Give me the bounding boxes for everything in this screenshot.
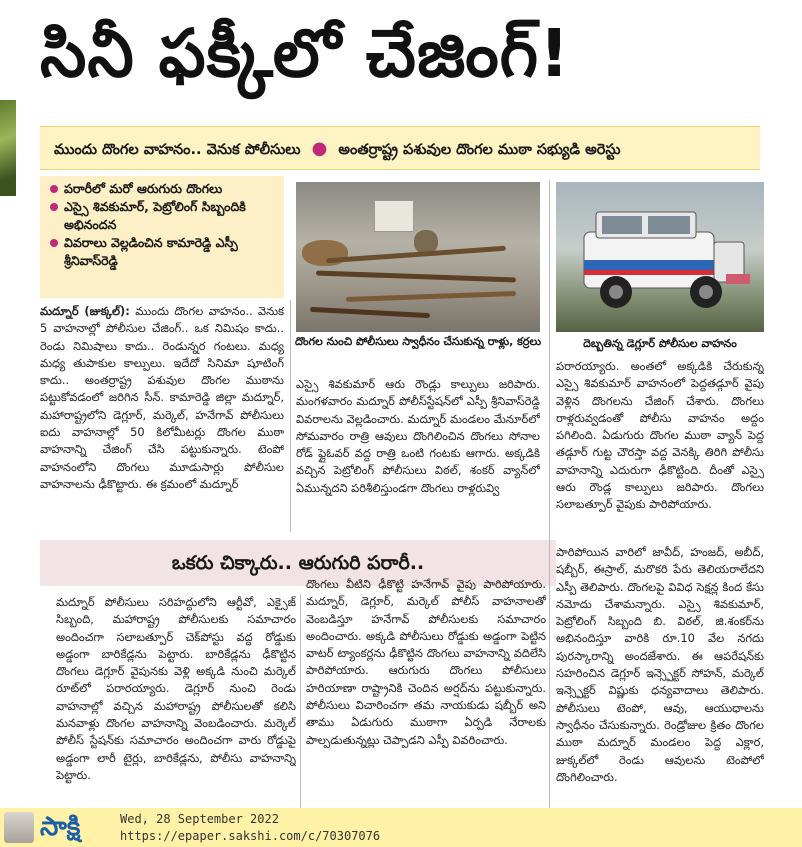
lead-paragraph [40,303,284,531]
section2-column2-text: దొంగలు వీటిని ఢీకొట్టి హనేగావ్ వైపు పారిపోయారు. మద్నూర్, డెగ్లూర్, మర్కెల్ పోలీస్ వాహనాలతో వెంబడిస్తూ హనేగావ్ పోలీసులకు సమాచారం అందించారు. అక్కడి పోలీసులు రోడ్డుకు అడ్డంగా పెట్టిన వాటర్ ట్యాంకర్లను ఢీకొట్టిన దొంగలు వాహనాన్ని వదిలేసి పారిపోయారు. ఆరుగురు దొంగలు పోలీసులు హరియాణా రాష్ట్రానికి చెందిన అర్షద్‌ను పట్టుకున్నారు. పోలీసులు విచారించగా తమ నాయకుడు షబ్బీర్ అని తాము ఏడుగురు ముఠాగా ఏర్పడి నేరాలకు పాల్పడుతున్నట్లు చెప్పాడని ఎస్పీ వివరించారు. [306,577,546,747]
photo-damaged-vehicle [556,182,764,332]
subheadline-part1: ముందు దొంగల వాహనం.. వెనుక పోలీసులు [54,142,301,158]
section2-column3-text: పారిపోయిన వారిలో జావీద్, హంజద్, అబీద్, షబ్బీర్, ఈస్రాల్, మరొకరి పేరు తెలియరాలేదని ఎస్పీ తెలిపారు. దొంగలపై వివిధ సెక్షన్ల కింద కేసు నమోదు చేశామన్నారు. ఎస్సై శివకుమార్, పెట్రోలింగ్ సిబ్బంది బి. విఠల్, జి.శంకర్‌ను అభినందిస్తూ వారికి రూ.10 వేల నగదు పురస్కారాన్ని అందజేశారు. ఈ ఆపరేషన్‌కు సహరించిన డెగ్లూర్ ఇన్స్పెక్టర్ సోహన్, మర్కెల్ ఇన్స్పెక్టర్ విష్ణుకు ధన్యవాదాలు తెలిపారు. పోలీసులు టెంపో, ఆవు, ఆయుధాలను స్వాధీనం చేసుకున్నారు. రెండ్రోజుల క్రితం దొంగల ముఠా మద్నూర్ మండలం పెద్ద ఎక్లార, జుక్కల్‌లో రెండు ఆవులను టెంపోలో దొంగిలించారు. [556,545,764,784]
bullet-icon: ● [311,138,328,159]
sakshi-logo: సాక్షి [40,812,81,842]
footer-bar [0,808,802,847]
highlight-item: వివరాలు వెల్లడించిన కామారెడ్డి ఎస్పీ శ్రీనివాస్‌రెడ్డి [48,234,276,270]
epaper-link[interactable]: https://epaper.sakshi.com/c/70307076 [120,829,381,843]
column-divider [549,180,550,808]
subheadline-bar [40,126,760,170]
photo2-caption: దెబ్బతిన్న డెగ్లూర్ పోలీసుల వాహనం [583,337,737,350]
dateline: మద్నూర్ (జుక్కల్): [40,304,130,318]
section2-title: ఒకరు చిక్కారు.. ఆరుగురి పరారీ.. [171,552,425,574]
highlight-item: పరారీలో మరో ఆరుగురు దొంగలు [48,180,276,198]
subheadline-part2: అంతర్రాష్ట్ర పశువుల దొంగల ముఠా సభ్యుడి అరెస్టు [338,142,621,158]
adjacent-article-strip [0,100,18,820]
photo-seized-items [296,182,540,332]
edition-date: Wed, 28 September 2022 [120,812,279,826]
lead-text: ముందు దొంగల వాహనం.. వెనుక 5 వాహనాల్లో పోలీసుల చేజింగ్.. ఒక నిమిషం కాదు.. రెండు నిమిషాలు కాదు.. రెండున్నర గంటలు. మధ్య మధ్య తుపాకుల కాల్పులు. ఇదేదో సినిమా షూటింగ్ కాదు.. అంతర్రాష్ట్ర పశువుల దొంగల ముఠాను పట్టుకోవడంలో జరిగిన సీన్. కామారెడ్డి జిల్లా మద్నూర్, మహారాష్ట్రలోని డెగ్లూర్, మర్కెల్, హనేగావ్ పోలీసులు ఐదు వాహనాల్లో 50 కిలోమీటర్లు దొంగల ముఠా వాహనాన్ని చేజింగ్ చేసి పట్టుకున్నారు. టెంపో వాహనంలోని దొంగలు మూడుసార్లు పోలీసుల వాహనాలను ఢీకొట్టారు. ఈ క్రమంలో మద్నూర్ [40,304,284,491]
column-divider [290,300,291,532]
photo1-caption [290,334,546,350]
police-jeep-icon [576,202,752,312]
middle-column-text: ఎస్సై శివకుమార్ ఆరు రౌండ్లు కాల్పులు జరిపారు. మంగళవారం మద్నూర్ పోలీస్‌స్టేషన్‌లో ఎస్పీ శ్రీనివాస్‌రెడ్డి వివరాలను వెల్లడించారు. మద్నూర్ మండలం మేనూర్‌లో సోమవారం రాత్రి ఆవులు దొంగిలించిన దొంగలు సోనాల రోడ్ ఫ్లైఓవర్ వద్ద రాత్రి ఒంటి గంటకు ఆగారు. అక్కడికి వచ్చిన పెట్రోలింగ్ పోలీసులు విఠల్, శంకర్ వ్యాన్‌లో ఏమున్నదని పరిశీలిస్తుండగా దొంగలు రాళ్లరువ్వి [296,377,540,495]
headline: సినీ ఫక్కీలో చేజింగ్! [40,15,571,92]
section2-column1-text: మద్నూర్ పోలీసులు సరిహద్దులోని ఆర్టీవో, ఎక్సైజ్ సిబ్బంది, మహారాష్ట్ర పోలీసులకు సమాచారం అందించగా సలాబత్పూర్ చెక్‌పోస్టు వద్ద రోడ్డుకు అడ్డంగా బారికేడ్లను పెట్టారు. బారికేడ్లను ఢీకొట్టిన దొంగలు డెగ్లూర్ వైపునకు వెళ్లి అక్కడి నుంచి మర్కెల్ రూట్‌లో పరారయ్యారు. డెగ్లూర్ నుంచి రెండు వాహనాల్లో వచ్చిన మహారాష్ట్ర పోలీసులతో కలిసి మనవాళ్లు దొంగల వాహనాన్ని వెంబడించారు. మర్కెల్ పోలీస్ స్టేషన్‌కు సమాచారం అందించగా వారు రోడ్డుపై అడ్డంగా లారీ టైర్లు, బారికేడ్లను, పోలీసు వాహనాన్ని పెట్టారు. [56,595,296,782]
right-column-text: పరారయ్యారు. అంతలో అక్కడికి చేరుకున్న ఎస్సై శివకుమార్ వాహనంలో పెద్దతడ్గూర్ వైపు వెళ్లిన దొంగలను చేజింగ్ చేశారు. దొంగలు రాళ్లరువ్వడంతో పోలీసు వాహనం అద్దం పగిలింది. ఏడుగురు దొంగల ముఠా వ్యాన్ పెద్ద తడ్గూర్ గుట్ట చౌరస్తా వద్ద వెనక్కి తిరిగి పోలీసు వాహనాన్ని ఎదురుగా ఢీకొట్టింది. దీంతో ఎస్సై ఆరు రౌండ్ల కాల్పులు జరిపారు. దొంగలు సలాబత్పూర్ వైపుకు పారిపోయారు. [556,359,764,512]
adjacent-photo [0,100,16,196]
person-photo-icon [4,812,34,843]
highlights-box [40,176,284,298]
photo-paper [374,200,414,232]
column-divider [300,594,301,808]
highlight-item: ఎస్సై శివకుమార్, పెట్రోలింగ్ సిబ్బందికి అభినందన [48,198,276,234]
caption-text: దొంగల నుంచి పోలీసులు స్వాధీనం చేసుకున్న రాళ్లు, కర్రలు [295,335,541,348]
